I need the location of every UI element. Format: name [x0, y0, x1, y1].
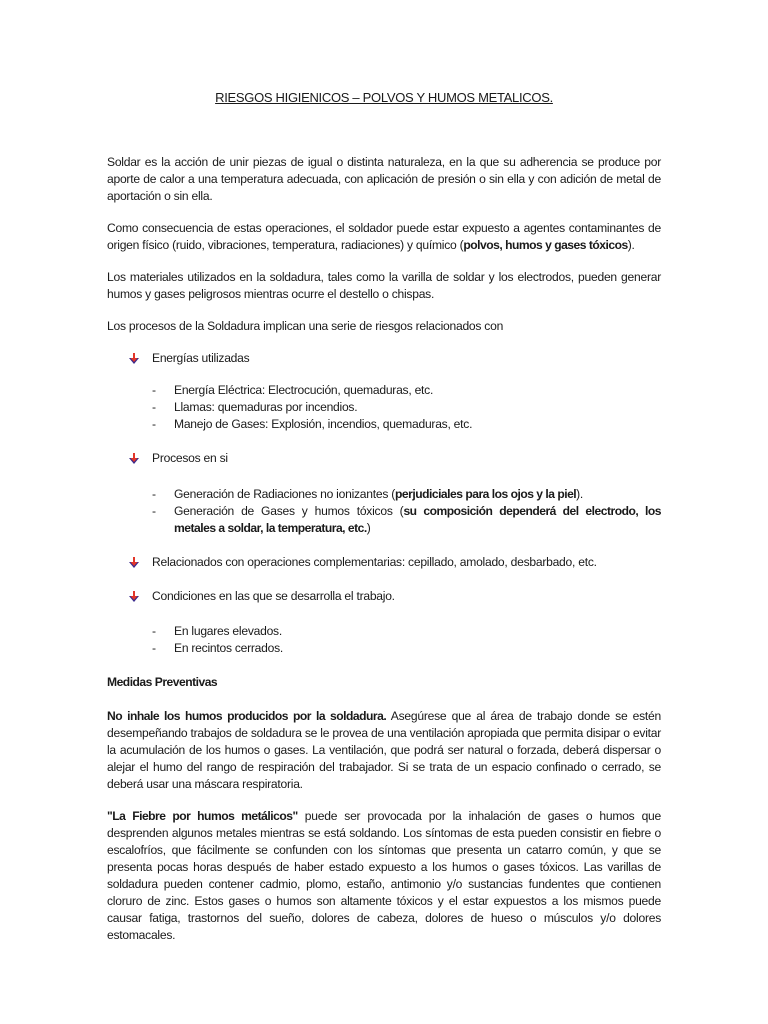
- bullet-condiciones: Condiciones en las que se desarrolla el trabajo.: [107, 588, 661, 605]
- intro-paragraph-4: Los procesos de la Soldadura implican una serie de riesgos relacionados con: [107, 319, 504, 333]
- energias-list: [107, 382, 661, 433]
- down-arrow-bullet-icon: [129, 453, 139, 464]
- intro-paragraph-3: Los materiales utilizados en la soldadura, tales como la varilla de soldar y los electrodos, pueden generar humos y gases peligrosos mientras ocurre el destello o chispas.: [107, 270, 661, 301]
- intro-paragraph-2: Como consecuencia de estas operaciones, el soldador puede estar expuesto a agentes contaminantes de origen físico (ruido, vibraciones, temperatura, radiaciones) y químico (polvos, humos y gases tóxicos).: [107, 221, 661, 252]
- down-arrow-bullet-icon: [129, 353, 139, 364]
- document-body: [107, 154, 661, 944]
- section-heading: Medidas Preventivas: [107, 675, 218, 689]
- bullet-energias: Energías utilizadas: [107, 350, 661, 367]
- medidas-paragraph-2: "La Fiebre por humos metálicos" puede ser provocada por la inhalación de gases o humos que desprenden algunos metales mientras se está soldando. Los síntomas de esta pueden consistir en fiebre o escalofríos, que fácilmente se confunden con los síntomas que presenta un catarro común, y que se presenta pocas horas después de haber estado expuesto a los humos o gases tóxicos. Las varillas de soldadura pueden contener cadmio, plomo, estaño, antimonio y/o sustancias fundentes que contienen cloruro de zinc. Estos gases o humos son altamente tóxicos y el estar expuestos a los mismos puede causar fatiga, trastornos del sueño, dolores de cabeza, dolores de hueso o músculos y/o dolores estomacales.: [107, 809, 661, 942]
- intro-paragraph-1: Soldar es la acción de unir piezas de igual o distinta naturaleza, en la que su adherencia se produce por aporte de calor a una temperatura adecuada, con aplicación de presión o sin ella y con adición de metal de aportación o sin ella.: [107, 155, 661, 203]
- medidas-paragraph-1: No inhale los humos producidos por la soldadura. Asegúrese que al área de trabajo donde se estén desempeñando trabajos de soldadura se le provea de una ventilación apropiada que permita disipar o evitar la acumulación de los humos o gases. La ventilación, que podrá ser natural o forzada, deberá dispersar o alejar el humo del rango de respiración del trabajador. Si se trata de un espacio confinado o cerrado, se deberá usar una máscara respiratoria.: [107, 709, 661, 791]
- procesos-list: [107, 486, 661, 537]
- list-item: - Energía Eléctrica: Electrocución, quemaduras, etc.: [152, 383, 434, 397]
- bullet-procesos: Procesos en si: [107, 450, 661, 467]
- down-arrow-bullet-icon: [129, 557, 139, 568]
- condiciones-list: [107, 623, 661, 657]
- highlight-text: polvos, humos y gases tóxicos: [463, 238, 628, 252]
- down-arrow-bullet-icon: [129, 591, 139, 602]
- list-item: - En recintos cerrados.: [152, 641, 284, 655]
- list-item: - Generación de Radiaciones no ionizantes (perjudiciales para los ojos y la piel).: [152, 487, 584, 501]
- list-item: - Manejo de Gases: Explosión, incendios, quemaduras, etc.: [152, 417, 473, 431]
- list-item: - En lugares elevados.: [152, 624, 282, 638]
- bullet-relacionados: Relacionados con operaciones complementarias: cepillado, amolado, desbarbado, etc.: [107, 554, 661, 571]
- list-item: - Generación de Gases y humos tóxicos (su composición dependerá del electrodo, los metales a soldar, la temperatura, etc.): [152, 504, 661, 535]
- page-title: RIESGOS HIGIENICOS – POLVOS Y HUMOS METALICOS.: [215, 90, 553, 105]
- list-item: - Llamas: quemaduras por incendios.: [152, 400, 358, 414]
